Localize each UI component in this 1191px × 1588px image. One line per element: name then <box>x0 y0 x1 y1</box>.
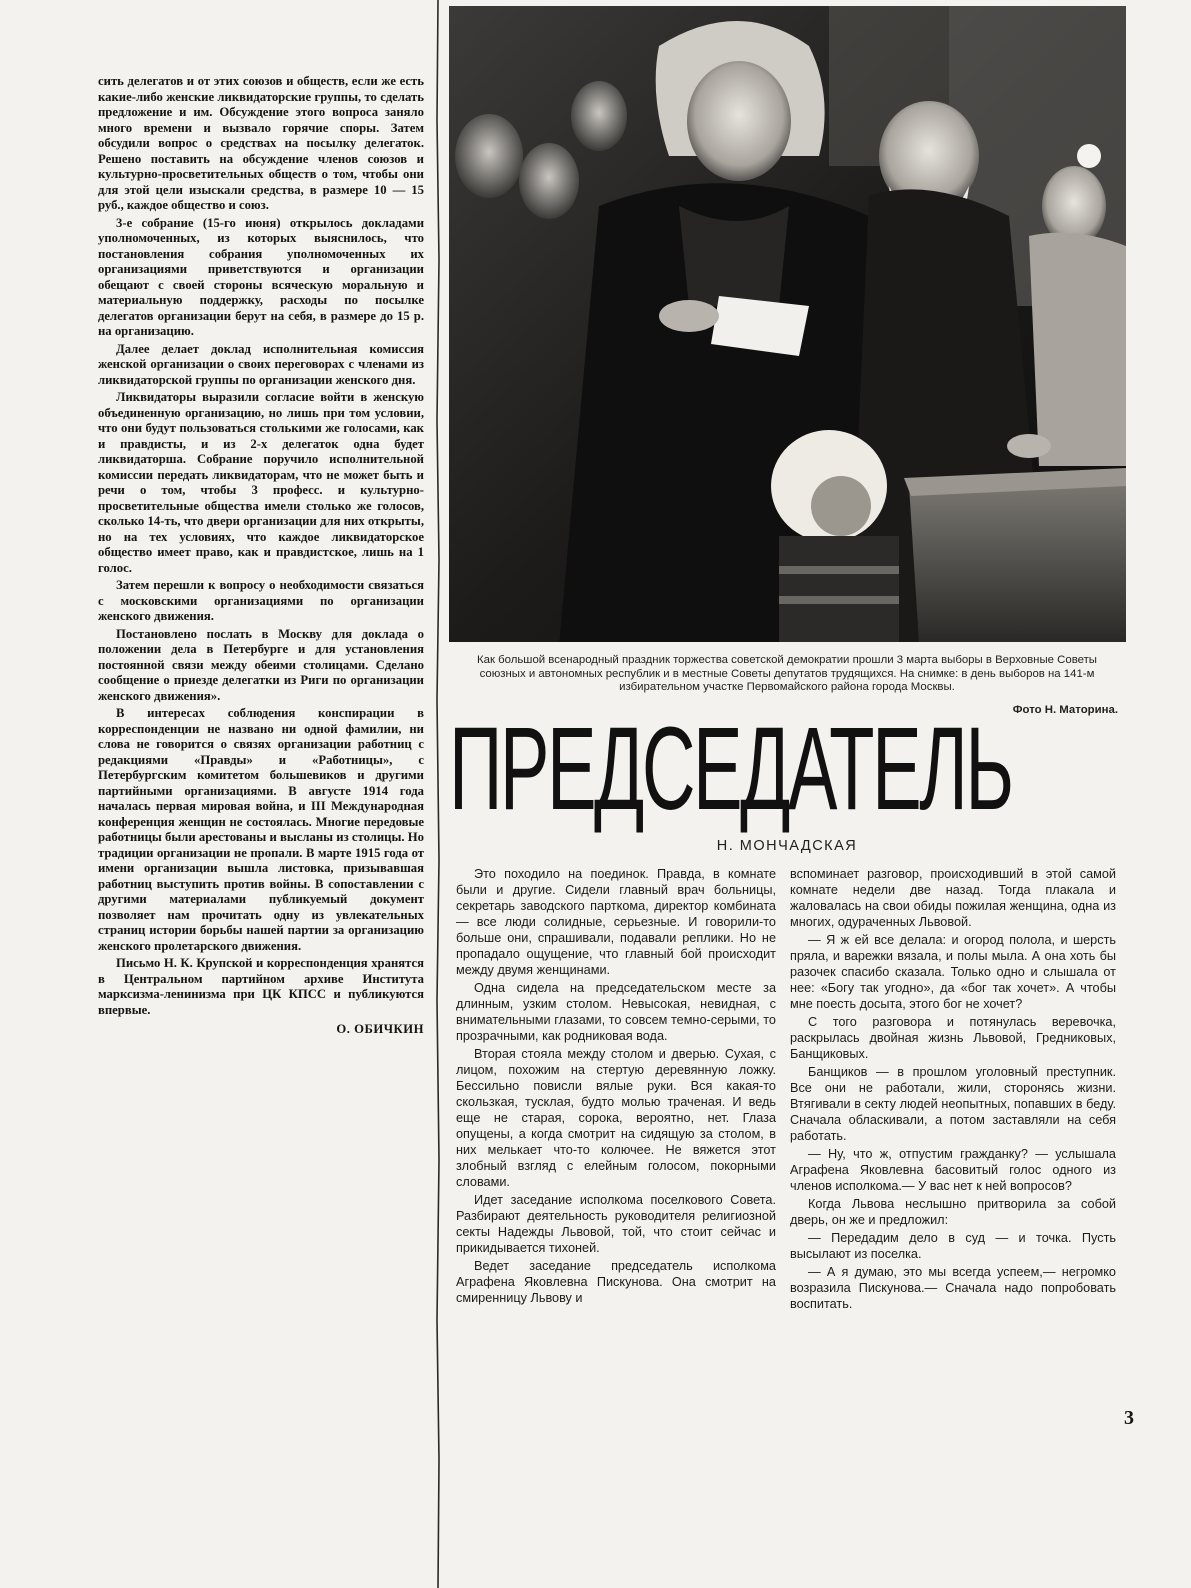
page-number: 3 <box>1124 1407 1134 1429</box>
article-paragraph: С того разговора и потянулась веревочка, раскрылась двойная жизнь Львовой, Гредниковых, Банщиковых. <box>790 1015 1116 1061</box>
article-paragraph: Вторая стояла между столом и дверью. Сухая, с лицом, похожим на стертую деревянную ложку. Бессильно повисли вялые руки. Вся какая-то скользкая, тусклая, будто молью траченая. И ведь еще не старая, сорока, вероятно, нет. Глаза опущены, а когда смотрит на сидящую за столом, в них мелькает что-то колючее. Не вяжется этот злобный взгляд с елейным голосом, покорными словами. <box>456 1047 776 1189</box>
article-paragraph: Это походило на поединок. Правда, в комнате были и другие. Сидели главный врач больницы, секретарь заводского парткома, директор комбината — все люди солидные, серьезные. И говорили-то больше они, спрашивали, подавали реплики. Но не пропадало ощущение, что главный бой происходит между двумя женщинами. <box>456 867 776 977</box>
left-paragraph: Затем перешли к вопросу о необходимости связаться с московскими организациями по организации женского движения. <box>98 578 424 623</box>
election-photo <box>449 6 1126 642</box>
left-paragraph: В интересах соблюдения конспирации в корреспонденции не названо ни одной фамилии, ни слова не говорится о связях организации работниц с редакциями «Правды» и «Работницы», с Петербургским комитетом большевиков и другими партийными организациями. В августе 1914 года началась первая мировая война, и III Международная конференция женщин не состоялась. Многие передовые работницы были арестованы и высланы из столицы. Но традиции организации не пропали. В марте 1915 года от имени организации вышла листовка, призывавшая работниц выступить против войны. В сопоставлении с другими материалами публикуемый документ позволяет нам прочитать одну из увлекательных страниц истории борьбы нашей партии за организацию женского пролетарского движения. <box>98 706 424 953</box>
left-column-text <box>98 74 424 1040</box>
article-paragraph: вспоминает разговор, происходивший в этой самой комнате недели две назад. Тогда плакала и жаловалась на свои обиды пожилая женщина, одна из многих, одураченных Львовой. <box>790 867 1116 929</box>
left-paragraph: Постановлено послать в Москву для доклада о положении дела в Петербурге и для установления постоянной связи между обеими столицами. Сделано сообщение о приезде делегатки из Риги по организации женского движения». <box>98 626 424 703</box>
article-author: Н. МОНЧАДСКАЯ <box>716 838 858 854</box>
article-paragraph: Ведет заседание председатель исполкома Аграфена Яковлевна Пискунова. Она смотрит на смиренницу Львову и <box>456 1259 776 1305</box>
article-column-1 <box>456 866 776 1308</box>
article-paragraph: Одна сидела на председательском месте за длинным, узким столом. Невысокая, невидная, с внимательными глазами, то совсем темно-серыми, то прозрачными, как родниковая вода. <box>456 981 776 1043</box>
article-paragraph: Банщиков — в прошлом уголовный преступник. Все они не работали, жили, сторонясь жизни. Втягивали в секту людей неопытных, попавших в беду. Сначала обласкивали, а потом заставляли на себя работать. <box>790 1065 1116 1143</box>
article-paragraph: — Ну, что ж, отпустим гражданку? — услышала Аграфена Яковлевна басовитый голос одного из членов исполкома.— У вас нет к ней вопросов? <box>790 1147 1116 1193</box>
article-paragraph: — А я думаю, это мы всегда успеем,— негромко возразила Пискунова.— Сначала надо попробовать воспитать. <box>790 1265 1116 1311</box>
article-paragraph: — Передадим дело в суд — и точка. Пусть высылают из поселка. <box>790 1231 1116 1261</box>
article-paragraph: — Я ж ей все делала: и огород полола, и шерсть пряла, и варежки вязала, и полы мыла. А она хоть бы разочек спасибо сказала. Только одно и слышала от нее: «Богу так угодно», да «бог так хочет». А чтобы мне поесть досыта, этого бог не хочет? <box>790 933 1116 1011</box>
column-divider <box>434 0 442 1588</box>
left-signature: О. ОБИЧКИН <box>336 1022 424 1036</box>
article-paragraph: Когда Львова неслышно притворила за собой дверь, он же и предложил: <box>790 1197 1116 1227</box>
left-paragraph: Ликвидаторы выразили согласие войти в женскую объединенную организацию, но лишь при том условии, что они будут пользоваться столькими же голосами, как и правдисты, и из 2-х делегаток одна будет ликвидаторша. Собрание поручило исполнительной комиссии передать ликвидаторам, что не может быть и речи о том, чтобы 3 професс. и культурно-просветительные общества имели столько же голосов, сколько 14-ть, что двери организации для них открыты, но на тех условиях, что каждое ликвидаторское общество имеет право, как и правдистское, лишь на 1 голос. <box>98 390 424 575</box>
photo-image <box>449 6 1126 642</box>
left-paragraph: сить делегатов и от этих союзов и обществ, если же есть какие-либо женские ликвидаторские группы, то сделать предложение и им. Обсуждение этого вопроса заняло много времени и вызвало горячие споры. Затем обсудили вопрос о средствах на посылку делегаток. Решено поставить на обсуждение членов союзов и культурно-просветительных обществ о том, чтобы они для этой цели изыскали средства, в размере 10 — 15 руб., каждое общество и союз. <box>98 74 424 212</box>
article-column-2 <box>790 866 1116 1314</box>
article-title: ПРЕДСЕДАТЕЛЬ <box>449 703 1012 835</box>
left-paragraph: Письмо Н. К. Крупской и корреспонденция хранятся в Центральном партийном архиве Института марксизма-ленинизма при ЦК КПСС и публикуются впервые. <box>98 956 424 1017</box>
photo-credit: Фото Н. Маторина. <box>1012 704 1118 716</box>
photo-caption: Как большой всенародный праздник торжества советской демократии прошли 3 марта выборы в Верховные Советы союзных и автономных республик и в местные Советы депутатов трудящихся. На снимке: в день выборов на 141-м избирательном участке Первомайского района города Москвы. <box>477 654 1097 693</box>
left-paragraph: Далее делает доклад исполнительная комиссия женской организации о своих переговорах с членами из ликвидаторской группы по организации женского дня. <box>98 341 424 387</box>
article-paragraph: Идет заседание исполкома поселкового Совета. Разбирают деятельность руководителя религиозной секты Надежды Львовой, той, что стоит сейчас и прикидывается тихоней. <box>456 1193 776 1255</box>
left-paragraph: 3-е собрание (15-го июня) открылось докладами уполномоченных, из которых выяснилось, что постановления собрания уполномоченных их организациями приветствуются и организации обещают с своей стороны всяческую моральную и материальную поддержку, расходы по посылке делегатов организации берут на себя, в размере до 15 р. на организацию. <box>98 215 424 338</box>
